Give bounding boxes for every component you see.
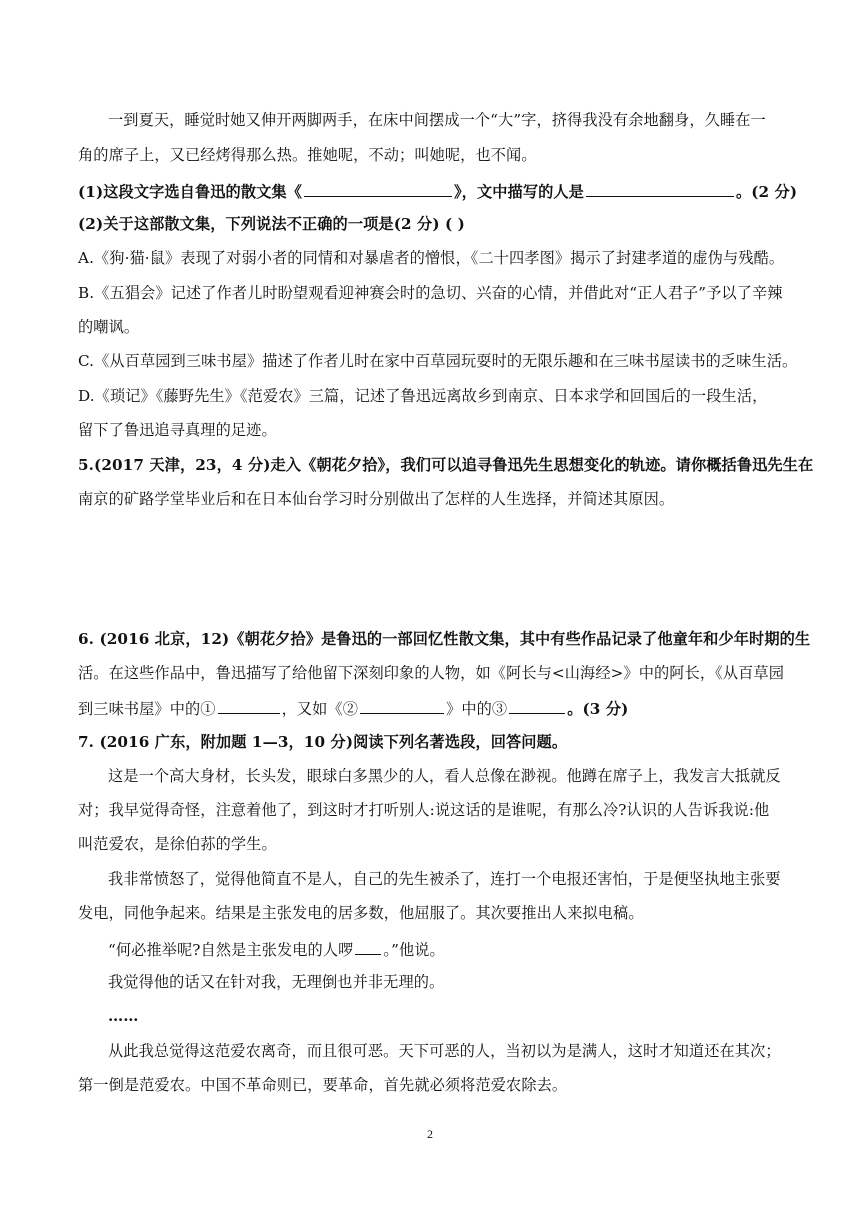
option-b-continued: 的嘲讽。	[78, 318, 140, 336]
excerpt-line: 叫范爱农，是徐伯荪的学生。	[78, 835, 277, 853]
option-a: A.《狗·猫·鼠》表现了对弱小者的同情和对暴虐者的憎恨，《二十四孝图》揭示了封建孝道的虚伪与残酷。	[78, 249, 785, 267]
ellipsis: ……	[108, 1007, 139, 1025]
question-text: ，又如《②	[281, 700, 359, 718]
excerpt-line: 这是一个高大身材，长头发，眼球白多黑少的人，看人总像在渺视。他蹲在席子上，我发言大抵就反	[108, 767, 781, 785]
excerpt-line: 从此我总觉得这范爱农离奇，而且很可恶。天下可恶的人，当初以为是满人，这时才知道还在其次；	[108, 1042, 781, 1060]
excerpt-line	[108, 938, 790, 960]
excerpt-line: 第一倒是范爱农。中国不革命则已，要革命，首先就必须将范爱农除去。	[78, 1076, 568, 1094]
question-text: 》，文中描写的人是	[453, 183, 584, 201]
answer-blank[interactable]	[355, 938, 381, 955]
excerpt-line: 发电，同他争起来。结果是主张发电的居多数，他屈服了。其次要推出人来拟电稿。	[78, 904, 644, 922]
question-7-stem: 7. (2016 广东，附加题 1—3，10 分)阅读下列名著选段，回答问题。	[78, 733, 568, 751]
question-5-continued: 南京的矿路学堂毕业后和在日本仙台学习时分别做出了怎样的人生选择，并简述其原因。	[78, 490, 675, 508]
question-text: 。(3 分)	[567, 700, 629, 718]
answer-blank[interactable]	[304, 180, 452, 197]
question-text: 。(2 分)	[735, 183, 798, 201]
answer-blank[interactable]	[218, 697, 280, 714]
option-b: B.《五猖会》记述了作者儿时盼望观看迎神赛会时的急切、兴奋的心情，并借此对“正人君子”予以了辛辣	[78, 284, 783, 302]
question-5: 5.(2017 天津，23，4 分)走入《朝花夕拾》，我们可以追寻鲁迅先生思想变化的轨迹。请你概括鲁迅先生在	[78, 456, 814, 474]
excerpt-text: “何必推举呢?自然是主张发电的人啰	[108, 941, 354, 959]
question-2-stem: (2)关于这部散文集，下列说法不正确的一项是(2 分) ( )	[78, 215, 465, 233]
passage-line: 一到夏天，睡觉时她又伸开两脚两手，在床中间摆成一个“大”字，挤得我没有余地翻身，久睡在一	[108, 111, 766, 129]
question-6: 6. (2016 北京，12)《朝花夕拾》是鲁迅的一部回忆性散文集，其中有些作品记录了他童年和少年时期的生	[78, 630, 811, 648]
excerpt-line: 我非常愤怒了，觉得他简直不是人，自己的先生被杀了，连打一个电报还害怕，于是便坚执地主张要	[108, 870, 781, 888]
excerpt-line: 我觉得他的话又在针对我，无理倒也并非无理的。	[108, 973, 445, 991]
option-d: D.《琐记》《藤野先生》《范爱农》三篇，记述了鲁迅远离故乡到南京、日本求学和回国后的一段生活，	[78, 387, 768, 405]
answer-blank[interactable]	[586, 180, 734, 197]
question-1	[78, 180, 798, 202]
answer-blank[interactable]	[509, 697, 565, 714]
question-6-blanks	[78, 697, 790, 719]
option-d-continued: 留下了鲁迅追寻真理的足迹。	[78, 421, 277, 439]
answer-blank[interactable]	[360, 697, 444, 714]
question-text: 到三味书屋》中的①	[78, 700, 216, 718]
question-6-continued: 活。在这些作品中，鲁迅描写了给他留下深刻印象的人物，如《阿长与<山海经>》中的阿长，《从百草园	[78, 664, 784, 682]
page-number: 2	[427, 1127, 433, 1141]
passage-line: 角的席子上，又已经烤得那么热。推她呢，不动；叫她呢，也不闻。	[78, 146, 537, 164]
question-text: (1)这段文字选自鲁迅的散文集《	[78, 183, 302, 201]
option-c: C.《从百草园到三味书屋》描述了作者儿时在家中百草园玩耍时的无限乐趣和在三味书屋读书的乏味生活。	[78, 352, 798, 370]
excerpt-text: 。”他说。	[383, 941, 445, 959]
question-text: 》中的③	[446, 700, 508, 718]
excerpt-line: 对；我早觉得奇怪，注意着他了，到这时才打听别人:说这话的是谁呢，有那么冷?认识的人告诉我说:他	[78, 801, 770, 819]
